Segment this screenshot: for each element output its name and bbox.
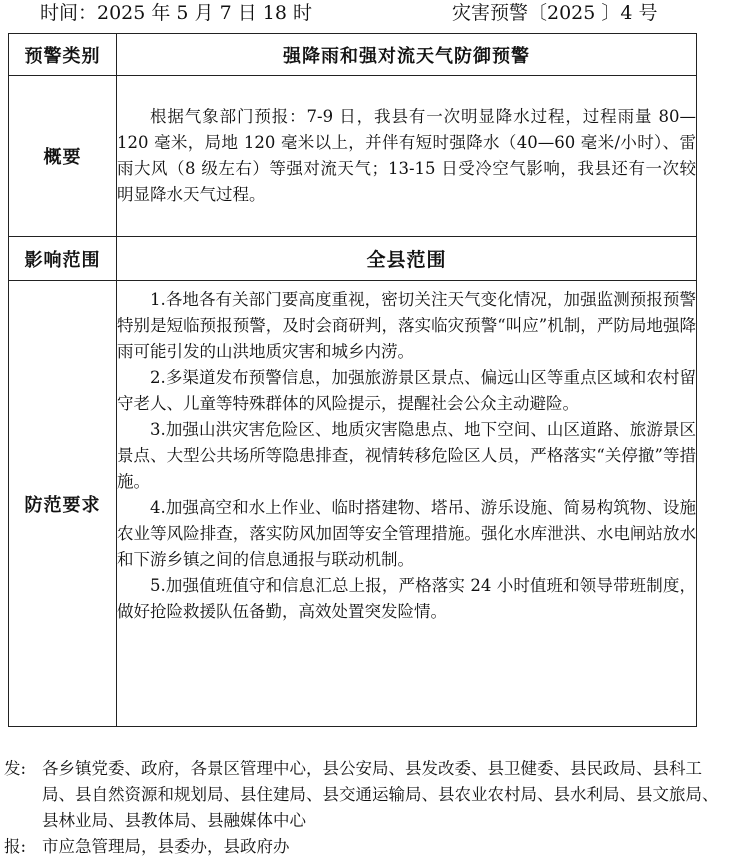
report-label: 报:: [4, 837, 27, 856]
measures-row: [9, 281, 697, 727]
issue-time: 时间：2025 年 5 月 7 日 18 时: [40, 2, 312, 24]
measure-item: 1.各地各有关部门要高度重视，密切关注天气变化情况，加强监测预报预警特别是短临预报预警，及时会商研判，落实临灾预警“叫应”机制，严防局地强降雨可能引发的山洪地质灾害和城乡内涝。: [117, 290, 696, 361]
measure-item: 5.加强值班值守和信息汇总上报，严格落实 24 小时值班和领导带班制度，做好抢险救援队伍备勤，高效处置突发险情。: [117, 576, 696, 621]
document-header: [0, 0, 730, 28]
report-list: 市应急管理局，县委办，县政府办: [42, 837, 290, 856]
measure-item: 4.加强高空和水上作业、临时搭建物、塔吊、游乐设施、简易构筑物、设施农业等风险排查，落实防风加固等安全管理措施。强化水库泄洪、水电闸站放水和下游乡镇之间的信息通报与联动机制。: [117, 498, 696, 569]
measure-item: 2.多渠道发布预警信息，加强旅游景区景点、偏远山区等重点区域和农村留守老人、儿童等特殊群体的风险提示，提醒社会公众主动避险。: [117, 368, 696, 413]
send-list: 各乡镇党委、政府，各景区管理中心，县公安局、县发改委、县卫健委、县民政局、县科工局、县自然资源和规划局、县住建局、县交通运输局、县农业农村局、县水利局、县文旅局、县林业局、县教体局、县融媒体中心: [42, 759, 719, 830]
measures-label: 防范要求: [9, 281, 117, 727]
distribution-footer: [4, 756, 728, 860]
scope-value: 全县范围: [117, 237, 697, 281]
send-label: 发:: [4, 759, 27, 778]
warning-table: [8, 33, 697, 727]
document-number: 灾害预警〔2025 〕4 号: [452, 2, 658, 24]
report-to-row: [4, 834, 728, 860]
scope-label: 影响范围: [9, 237, 117, 281]
send-to-row: [4, 756, 728, 834]
overview-label: 概要: [9, 76, 117, 237]
category-row: [9, 34, 697, 76]
measure-item: 3.加强山洪灾害危险区、地质灾害隐患点、地下空间、山区道路、旅游景区景点、大型公共场所等隐患排查，视情转移危险区人员，严格落实“关停撤”等措施。: [117, 420, 696, 491]
measures-cell: [117, 281, 697, 727]
overview-text: 根据气象部门预报：7-9 日，我县有一次明显降水过程，过程雨量 80—120 毫米，局地 120 毫米以上，并伴有短时强降水（40—60 毫米/小时）、雷雨大风（8 级左右）等强对流天气；13-15 日受冷空气影响，我县还有一次较明显降水天气过程。: [117, 107, 696, 204]
overview-cell: [117, 76, 697, 237]
category-label: 预警类别: [9, 34, 117, 76]
scope-row: [9, 237, 697, 281]
category-value: 强降雨和强对流天气防御预警: [117, 34, 697, 76]
overview-row: [9, 76, 697, 237]
